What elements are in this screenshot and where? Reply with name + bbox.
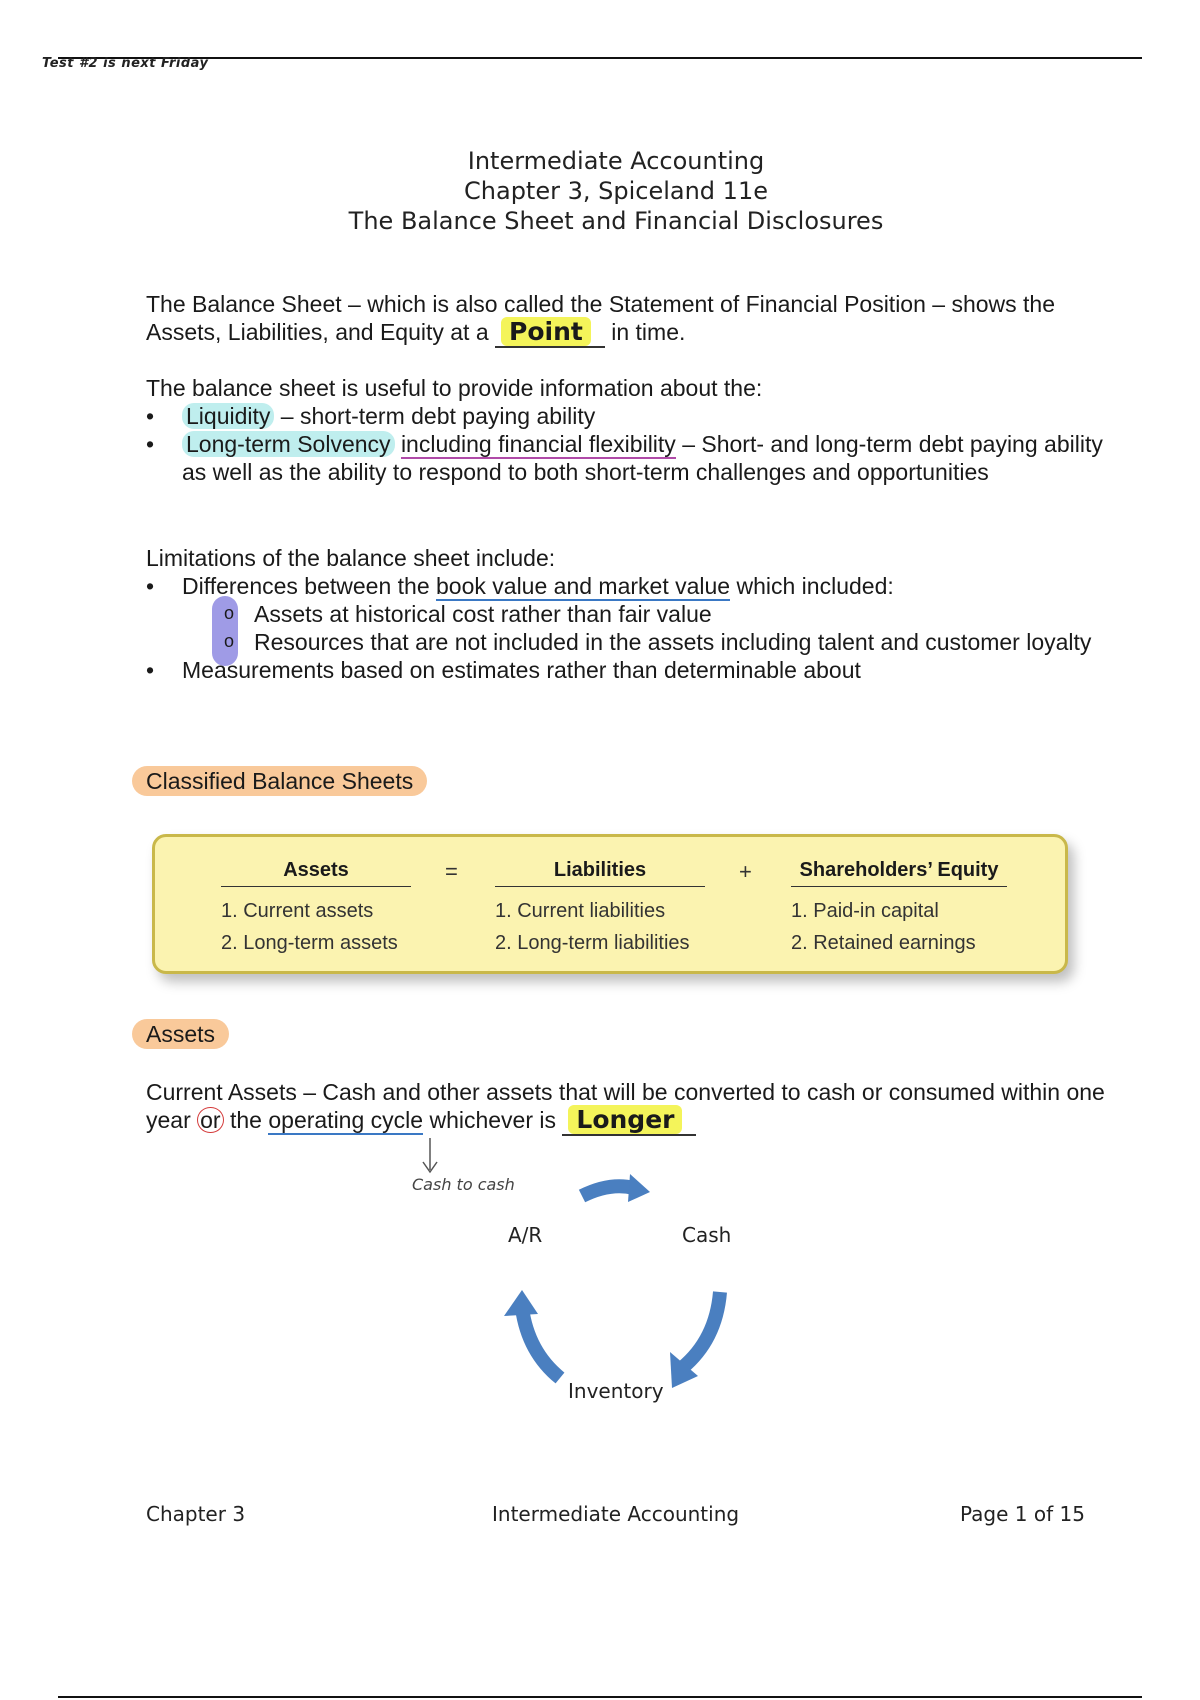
limitation-1-post: which included: (736, 573, 894, 599)
limitations-list (146, 572, 1106, 684)
assets-head: Assets (221, 859, 411, 887)
current-assets-text-a: Current Assets – Cash and other assets that will be converted to cash or consumed within one year (146, 1079, 1105, 1133)
assets-item-1: 1. Current assets (221, 900, 374, 922)
assets-item-2: 2. Long-term assets (221, 932, 398, 954)
liabilities-column (495, 859, 705, 959)
list-item (182, 402, 1106, 430)
list-item: o Assets at historical cost rather than fair value (254, 600, 1106, 628)
node-cash: Cash (682, 1223, 732, 1247)
top-cycle-arrowhead-icon (628, 1174, 650, 1202)
usefulness-list (146, 402, 1106, 486)
handwritten-longer: Longer (568, 1105, 682, 1134)
equity-item-1: 1. Paid-in capital (791, 900, 939, 922)
equity-item-2: 2. Retained earnings (791, 932, 976, 954)
left-cycle-arrowhead-icon (504, 1290, 538, 1316)
liabilities-item-1: 1. Current liabilities (495, 900, 666, 922)
footer-center: Intermediate Accounting (492, 1502, 740, 1526)
assets-heading-wrap (132, 1021, 229, 1048)
title-course: Intermediate Accounting (467, 147, 765, 175)
intro-paragraph (146, 290, 1106, 348)
left-cycle-arrow-icon (522, 1308, 560, 1378)
equals-sign: = (445, 859, 458, 884)
bottom-rule (58, 1696, 1142, 1698)
handwritten-point: Point (501, 317, 591, 346)
list-item (182, 572, 1106, 656)
footer-left: Chapter 3 (146, 1502, 246, 1526)
down-arrow-icon (423, 1138, 437, 1172)
title-topic: The Balance Sheet and Financial Disclosures (348, 207, 884, 235)
usefulness-section (146, 374, 1106, 486)
operating-cycle-diagram (380, 1130, 880, 1460)
list-item: o Resources that are not included in the assets including talent and customer loyalty (254, 628, 1106, 656)
limitation-1-pre: Differences between the (182, 573, 430, 599)
top-cycle-arrow-icon (582, 1186, 634, 1196)
current-assets-text-c: whichever is (429, 1107, 556, 1133)
footer-right: Page 1 of 15 (960, 1502, 1085, 1526)
circled-or: or (197, 1107, 223, 1133)
liabilities-head: Liabilities (495, 859, 705, 887)
assets-column (221, 859, 411, 959)
equity-column (791, 859, 1007, 959)
list-item (182, 430, 1106, 486)
solvency-term: Long-term Solvency (182, 431, 395, 457)
flexibility-underlined: including financial flexibility (400, 431, 676, 457)
limitations-section (146, 544, 1106, 684)
intro-text-b: in time. (611, 319, 686, 345)
assets-heading: Assets (132, 1019, 229, 1049)
usefulness-lead: The balance sheet is useful to provide information about the: (146, 375, 763, 401)
current-assets-paragraph (146, 1078, 1106, 1136)
liquidity-desc: – short-term debt paying ability (280, 403, 596, 429)
document-title (0, 146, 1200, 236)
liquidity-term: Liquidity (182, 403, 274, 429)
node-inventory: Inventory (568, 1379, 664, 1403)
book-market-underlined: book value and market value (436, 573, 731, 599)
handwritten-cash-to-cash: Cash to cash (412, 1175, 515, 1194)
title-chapter: Chapter 3, Spiceland 11e (464, 177, 768, 205)
classified-heading-wrap (132, 768, 427, 795)
plus-sign: + (739, 859, 752, 884)
point-blank (495, 318, 605, 348)
accounting-equation-panel (152, 834, 1068, 974)
current-assets-text-b: the (229, 1107, 262, 1133)
equity-head: Shareholders’ Equity (791, 859, 1007, 887)
liabilities-item-2: 2. Long-term liabilities (495, 932, 690, 954)
solvency-desc: – Short- and long-term debt paying ability as well as the ability to respond to both short-term challenges and opportunities (182, 431, 1103, 485)
classified-heading: Classified Balance Sheets (132, 766, 427, 796)
right-cycle-arrow-icon (682, 1292, 720, 1368)
limitations-lead: Limitations of the balance sheet include: (146, 545, 556, 571)
operating-cycle-underlined: operating cycle (268, 1107, 424, 1133)
limitations-sublist (254, 600, 1106, 656)
top-rule (58, 57, 1142, 59)
list-item: • Measurements based on estimates rather than determinable about (182, 656, 1106, 684)
intro-text-a: The Balance Sheet – which is also called the Statement of Financial Position – shows the Assets, Liabilities, and Equity at a (146, 291, 1056, 345)
handwritten-top-note: Test #2 is next Friday (42, 56, 209, 71)
node-ar: A/R (508, 1223, 543, 1247)
